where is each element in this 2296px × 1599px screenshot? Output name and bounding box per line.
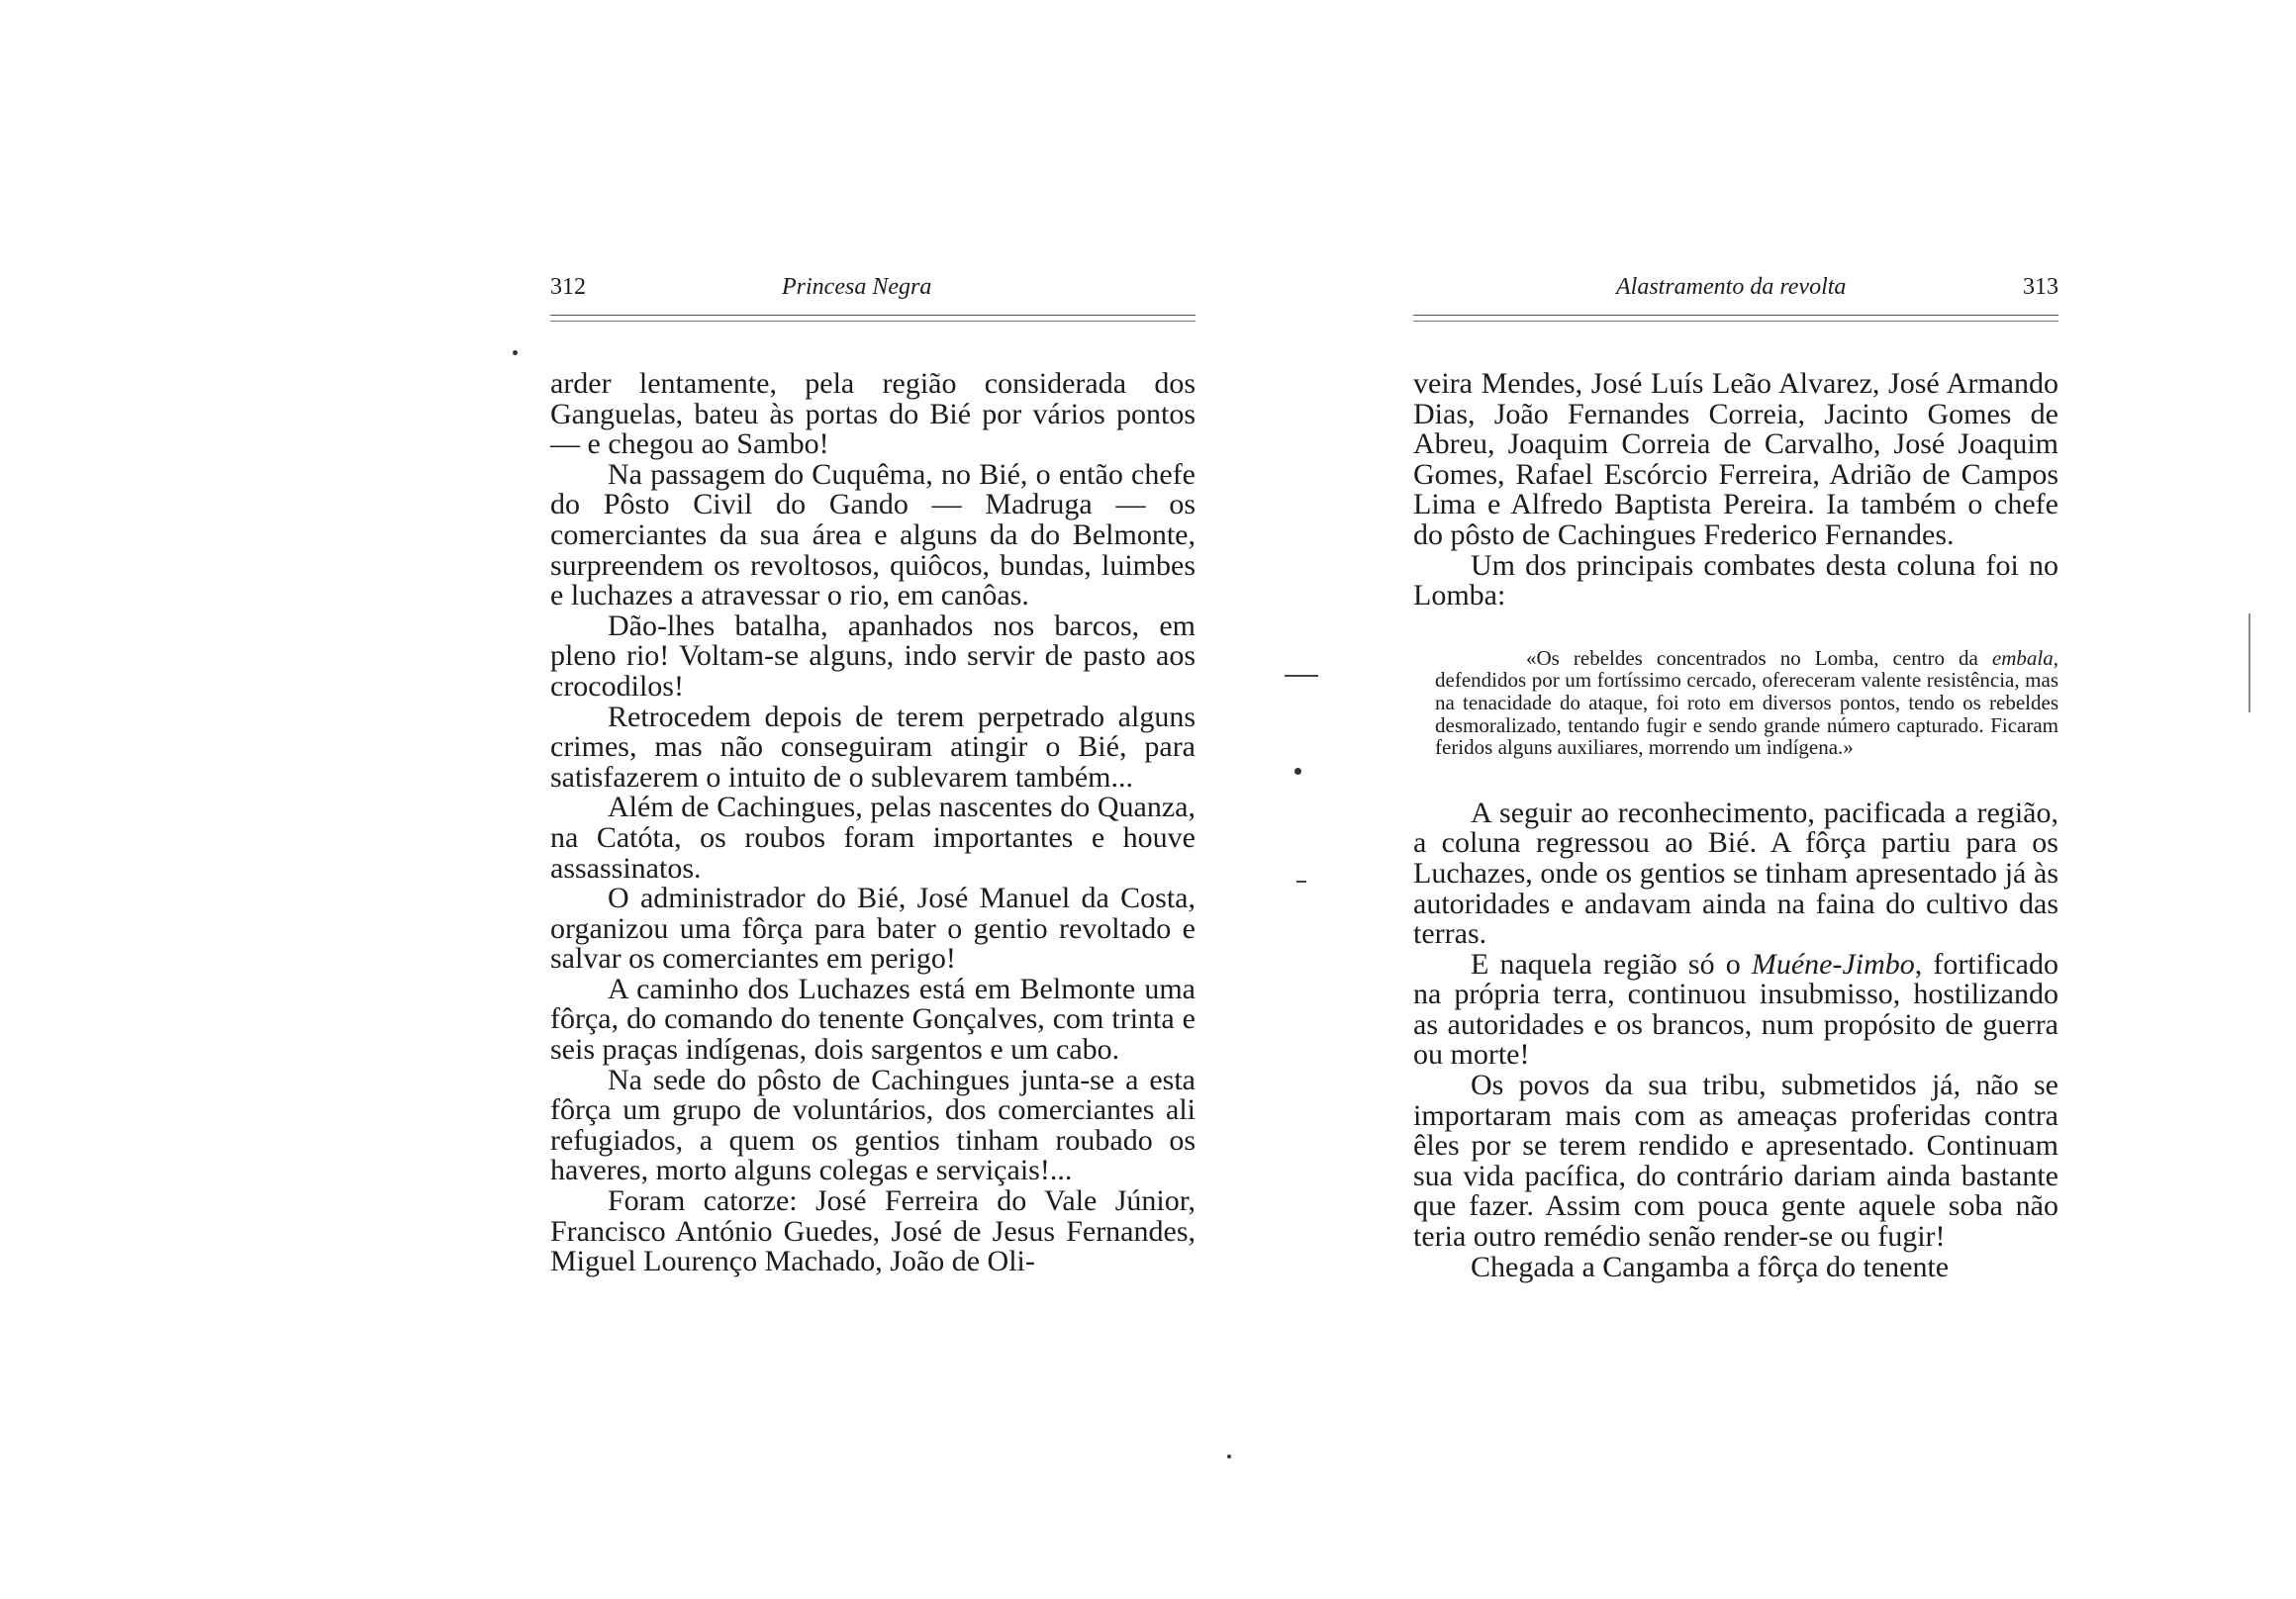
left-paragraph: A caminho dos Luchazes está em Belmonte uma fôrça, do comando do tenente Gonçalves, com trinta e seis praças indígenas, dois sargentos e um cabo. [550, 972, 1196, 1067]
left-page [550, 267, 1196, 1277]
left-paragraph: O administrador do Bié, José Manuel da Costa, organizou uma fôrça para bater o gentio revoltado e salvar os comerciantes em perigo! [550, 882, 1196, 976]
left-running-title: Princesa Negra [782, 274, 932, 300]
naquela-emphasis: Muéne-Jimbo [1751, 947, 1915, 981]
right-header-rule [1413, 315, 2058, 316]
naquela-text-end: , fortificado na própria terra, continuou insubmisso, hostilizando as autoridades e os brancos, num propósito de guerra ou morte! [1413, 947, 2058, 1072]
right-paragraph: Chegada a Cangamba a fôrça do tenente [1471, 1250, 1950, 1283]
left-page-number: 312 [550, 274, 586, 300]
left-paragraph: Dão-lhes batalha, apanhados nos barcos, em pleno rio! Voltam-se alguns, indo servir de pasto aos crocodilos! [550, 609, 1196, 703]
right-header-rule-2 [1413, 321, 2058, 322]
scan-mark [1285, 675, 1318, 677]
left-page-body [550, 369, 1196, 1277]
left-header-rule [550, 315, 1196, 316]
quote-text-start: «Os rebeldes concentrados no Lomba, centro da [1526, 645, 1992, 670]
left-header-rule-2 [550, 321, 1196, 322]
right-page [1413, 267, 2058, 1282]
naquela-text-start: E naquela região só o [1471, 947, 1752, 981]
scan-speck [513, 350, 518, 355]
right-running-title: Alastramento da revolta [1616, 274, 1847, 300]
right-paragraph: Os povos da sua tribu, submetidos já, não se importaram mais com as ameaças proferidas contra êles por se terem rendido e apresentado. Continuam sua vida pacífica, do contrário dariam ainda bastante que fazer. Assim com pouca gente aquele soba não teria outro remédio senão render-se ou fugir! [1413, 1069, 2058, 1254]
scan-speck [1294, 768, 1301, 775]
left-paragraph: arder lentamente, pela região considerada dos Ganguelas, bateu às portas do Bié por vários pontos — e chegou ao Sambo! [550, 367, 1196, 461]
left-paragraph: Na sede do pôsto de Cachingues junta-se a esta fôrça um grupo de voluntários, dos comerciantes ali refugiados, a quem os gentios tinham roubado os haveres, morto alguns colegas e serviçais!... [550, 1063, 1196, 1187]
block-quote [1435, 647, 2058, 759]
left-paragraph: Na passagem do Cuquêma, no Bié, o então chefe do Pôsto Civil do Gando — Madruga — os comerciantes da sua área e alguns da do Belmonte, surpreendem os revoltosos, quiôcos, bundas, luimbes e luchazes a atravessar o rio, em canôas. [550, 457, 1196, 612]
right-paragraph: Um dos principais combates desta coluna foi no Lomba: [1413, 548, 2058, 612]
right-paragraph-naquela [1413, 947, 2058, 1072]
quote-emphasis: embala [1991, 645, 2054, 670]
right-paragraph: A seguir ao reconhecimento, pacificada a região, a coluna regressou ao Bié. A fôrça partiu para os Luchazes, onde os gentios se tinham apresentado já às autoridades e andavam ainda na faina do cultivo das terras. [1413, 796, 2058, 951]
right-page-number: 313 [2023, 274, 2058, 300]
scan-mark [1296, 881, 1306, 883]
scan-speck [1227, 1455, 1231, 1458]
quote-text-end: , defendidos por um fortíssimo cercado, ofereceram valente resistência, mas na tenacidade do ataque, foi roto em diversos pontos, tendo os rebeldes desmoralizado, tentando fugir e sendo grande número capturado. Ficaram feridos alguns auxiliares, morrendo um indígena.» [1435, 645, 2058, 760]
right-page-header [1413, 267, 2058, 307]
left-paragraph: Foram catorze: José Ferreira do Vale Júnior, Francisco António Guedes, José de Jesus Fernandes, Miguel Lourenço Machado, João de Oli- [550, 1184, 1196, 1278]
right-paragraph: veira Mendes, José Luís Leão Alvarez, José Armando Dias, João Fernandes Correia, Jacinto Gomes de Abreu, Joaquim Correia de Carvalho, José Joaquim Gomes, Rafael Escórcio Ferreira, Adrião de Campos Lima e Alfredo Baptista Pereira. Ia também o chefe do pôsto de Cachingues Frederico Fernandes. [1413, 367, 2058, 551]
left-page-header [550, 267, 1196, 307]
left-paragraph: Retrocedem depois de terem perpetrado alguns crimes, mas não conseguiram atingir o Bié, para satisfazerem o intuito de o sublevarem também... [550, 700, 1196, 794]
left-paragraph: Além de Cachingues, pelas nascentes do Quanza, na Catóta, os roubos foram importantes e houve assassinatos. [550, 791, 1196, 885]
right-page-body [1413, 369, 2058, 1282]
scan-mark [2248, 613, 2250, 712]
